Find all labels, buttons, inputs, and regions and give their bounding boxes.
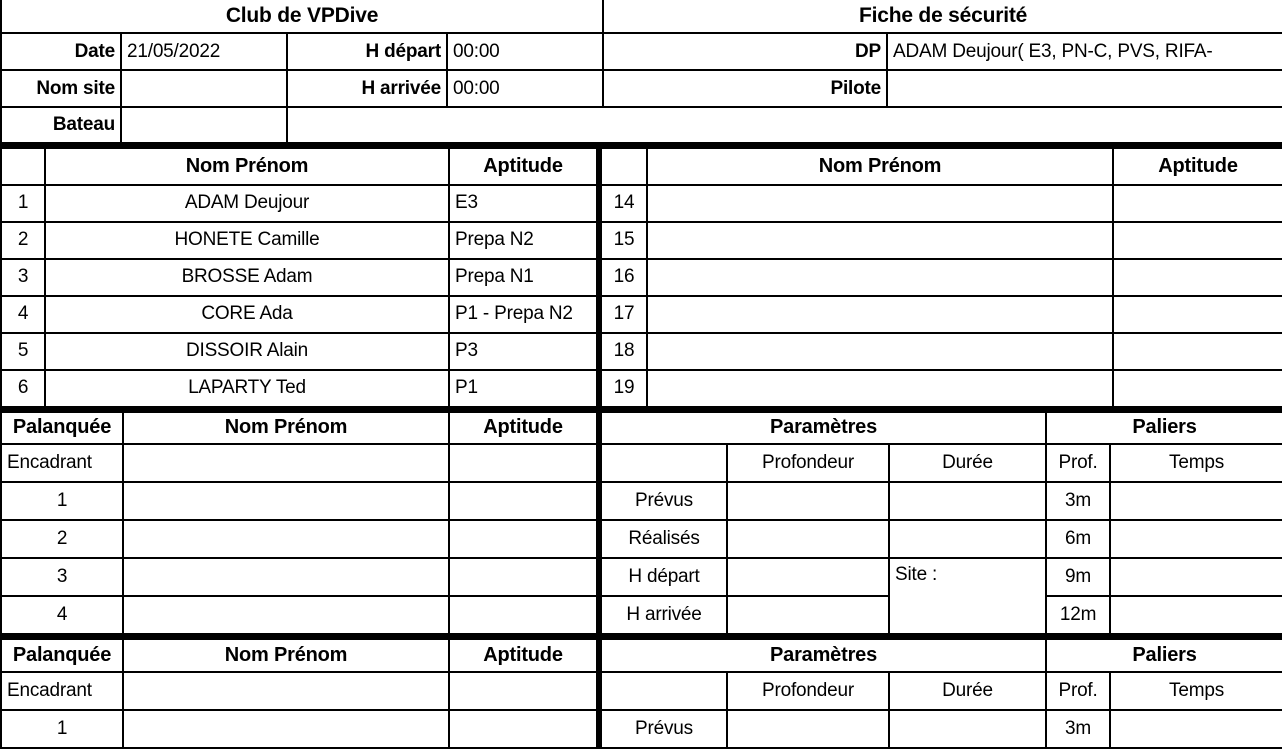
palanquee-row-num: 1 [1, 710, 123, 748]
palanquee-row-num: 4 [1, 596, 123, 634]
diver-name-cell[interactable]: DISSOIR Alain [45, 333, 449, 370]
encadrant-aptitude-cell[interactable] [449, 444, 599, 482]
palanquee-row-num: 1 [1, 482, 123, 520]
palanquee-aptitude-header: Aptitude [449, 638, 599, 672]
encadrant-label: Encadrant [1, 672, 123, 710]
pilote-value[interactable] [887, 70, 1282, 107]
prof-header: Prof. [1046, 444, 1110, 482]
bateau-value[interactable] [121, 107, 287, 143]
encadrant-aptitude-cell[interactable] [449, 672, 599, 710]
bateau-extra-cell[interactable] [287, 107, 1282, 143]
aptitude-cell[interactable]: Prepa N1 [449, 259, 599, 296]
palier-temps-cell[interactable] [1110, 710, 1282, 748]
palanquee-section-1-table [0, 408, 1282, 636]
club-title: Club de VPDive [1, 0, 603, 33]
paliers-header: Paliers [1046, 638, 1282, 672]
diver-name-cell[interactable]: BROSSE Adam [45, 259, 449, 296]
encadrant-name-cell[interactable] [123, 672, 449, 710]
row-num: 14 [599, 185, 647, 222]
dp-label: DP [603, 33, 887, 70]
aptitude-cell[interactable]: P3 [449, 333, 599, 370]
prof-header: Prof. [1046, 672, 1110, 710]
palier-depth: 12m [1046, 596, 1110, 634]
encadrant-label: Encadrant [1, 444, 123, 482]
diver-name-cell[interactable]: LAPARTY Ted [45, 370, 449, 407]
roster-row [1, 185, 1282, 222]
h-depart-value[interactable]: 00:00 [447, 33, 603, 70]
palanquee-aptitude-header: Aptitude [449, 410, 599, 444]
aptitude-cell[interactable] [1113, 333, 1282, 370]
h-depart-label: H départ [287, 33, 447, 70]
date-label: Date [1, 33, 121, 70]
h-arrivee-value[interactable]: 00:00 [447, 70, 603, 107]
diver-name-cell[interactable] [647, 333, 1113, 370]
palier-depth: 3m [1046, 710, 1110, 748]
diver-name-cell[interactable] [647, 259, 1113, 296]
aptitude-cell[interactable]: E3 [449, 185, 599, 222]
duree-value-cell[interactable] [889, 520, 1046, 558]
palier-depth: 3m [1046, 482, 1110, 520]
row-num: 19 [599, 370, 647, 407]
profondeur-value-cell[interactable] [727, 558, 889, 596]
roster-left-aptitude-header: Aptitude [449, 147, 599, 185]
row-num: 16 [599, 259, 647, 296]
row-num: 6 [1, 370, 45, 407]
palanquee-header: Palanquée [1, 638, 123, 672]
palanquee-row-num: 3 [1, 558, 123, 596]
row-num: 3 [1, 259, 45, 296]
roster-row [1, 296, 1282, 333]
roster-row [1, 259, 1282, 296]
roster-right-aptitude-header: Aptitude [1113, 147, 1282, 185]
param-corner-cell [599, 444, 727, 482]
roster-right-name-header: Nom Prénom [647, 147, 1113, 185]
diver-name-cell[interactable] [123, 482, 449, 520]
duree-value-cell[interactable] [889, 710, 1046, 748]
palanquee-row-num: 2 [1, 520, 123, 558]
row-num: 15 [599, 222, 647, 259]
profondeur-header: Profondeur [727, 444, 889, 482]
palier-temps-cell[interactable] [1110, 596, 1282, 634]
roster-left-num-header [1, 147, 45, 185]
diver-name-cell[interactable] [647, 222, 1113, 259]
paliers-header: Paliers [1046, 410, 1282, 444]
aptitude-cell[interactable]: P1 - Prepa N2 [449, 296, 599, 333]
diver-name-cell[interactable] [123, 520, 449, 558]
pilote-label: Pilote [603, 70, 887, 107]
aptitude-cell[interactable]: Prepa N2 [449, 222, 599, 259]
palier-depth: 9m [1046, 558, 1110, 596]
palanquee-section-2-table [0, 635, 1282, 749]
aptitude-cell[interactable] [449, 520, 599, 558]
duree-value-cell[interactable] [889, 482, 1046, 520]
palier-temps-cell[interactable] [1110, 482, 1282, 520]
row-num: 17 [599, 296, 647, 333]
roster-row [1, 333, 1282, 370]
palanquee-header: Palanquée [1, 410, 123, 444]
aptitude-cell[interactable] [449, 482, 599, 520]
profondeur-value-cell[interactable] [727, 520, 889, 558]
aptitude-cell[interactable] [449, 558, 599, 596]
temps-header: Temps [1110, 444, 1282, 482]
date-value[interactable]: 21/05/2022 [121, 33, 287, 70]
roster-row [1, 370, 1282, 407]
temps-header: Temps [1110, 672, 1282, 710]
aptitude-cell[interactable] [1113, 370, 1282, 407]
palier-temps-cell[interactable] [1110, 520, 1282, 558]
param-corner-cell [599, 672, 727, 710]
header-band-table [0, 0, 1282, 144]
site-label-cell[interactable]: Site : [889, 558, 1046, 634]
dp-value[interactable]: ADAM Deujour( E3, PN-C, PVS, RIFA- [887, 33, 1282, 70]
roster-left-name-header: Nom Prénom [45, 147, 449, 185]
duree-header: Durée [889, 672, 1046, 710]
aptitude-cell[interactable] [1113, 185, 1282, 222]
param-row-label: H départ [599, 558, 727, 596]
diver-name-cell[interactable] [123, 710, 449, 748]
sheet-title: Fiche de sécurité [603, 0, 1282, 33]
aptitude-cell[interactable] [1113, 259, 1282, 296]
aptitude-cell[interactable] [449, 710, 599, 748]
diver-name-cell[interactable]: HONETE Camille [45, 222, 449, 259]
row-num: 2 [1, 222, 45, 259]
parametres-header: Paramètres [599, 638, 1046, 672]
diver-name-cell[interactable]: CORE Ada [45, 296, 449, 333]
aptitude-cell[interactable]: P1 [449, 370, 599, 407]
roster-table [0, 144, 1282, 408]
palanquee-name-header: Nom Prénom [123, 638, 449, 672]
palier-depth: 6m [1046, 520, 1110, 558]
row-num: 4 [1, 296, 45, 333]
param-row-label: Prévus [599, 710, 727, 748]
palier-temps-cell[interactable] [1110, 558, 1282, 596]
diver-name-cell[interactable]: ADAM Deujour [45, 185, 449, 222]
roster-right-num-header [599, 147, 647, 185]
param-row-label: Réalisés [599, 520, 727, 558]
row-num: 1 [1, 185, 45, 222]
profondeur-value-cell[interactable] [727, 482, 889, 520]
bateau-label: Bateau [1, 107, 121, 143]
palanquee-name-header: Nom Prénom [123, 410, 449, 444]
diver-name-cell[interactable] [647, 370, 1113, 407]
profondeur-value-cell[interactable] [727, 710, 889, 748]
row-num: 18 [599, 333, 647, 370]
h-arrivee-label: H arrivée [287, 70, 447, 107]
row-num: 5 [1, 333, 45, 370]
aptitude-cell[interactable] [1113, 296, 1282, 333]
diver-name-cell[interactable] [123, 596, 449, 634]
roster-row [1, 222, 1282, 259]
profondeur-header: Profondeur [727, 672, 889, 710]
parametres-header: Paramètres [599, 410, 1046, 444]
nom-site-label: Nom site [1, 70, 121, 107]
param-row-label: H arrivée [599, 596, 727, 634]
profondeur-value-cell[interactable] [727, 596, 889, 634]
duree-header: Durée [889, 444, 1046, 482]
diver-name-cell[interactable] [123, 558, 449, 596]
diver-name-cell[interactable] [647, 296, 1113, 333]
nom-site-value[interactable] [121, 70, 287, 107]
encadrant-name-cell[interactable] [123, 444, 449, 482]
aptitude-cell[interactable] [1113, 222, 1282, 259]
aptitude-cell[interactable] [449, 596, 599, 634]
param-row-label: Prévus [599, 482, 727, 520]
diver-name-cell[interactable] [647, 185, 1113, 222]
